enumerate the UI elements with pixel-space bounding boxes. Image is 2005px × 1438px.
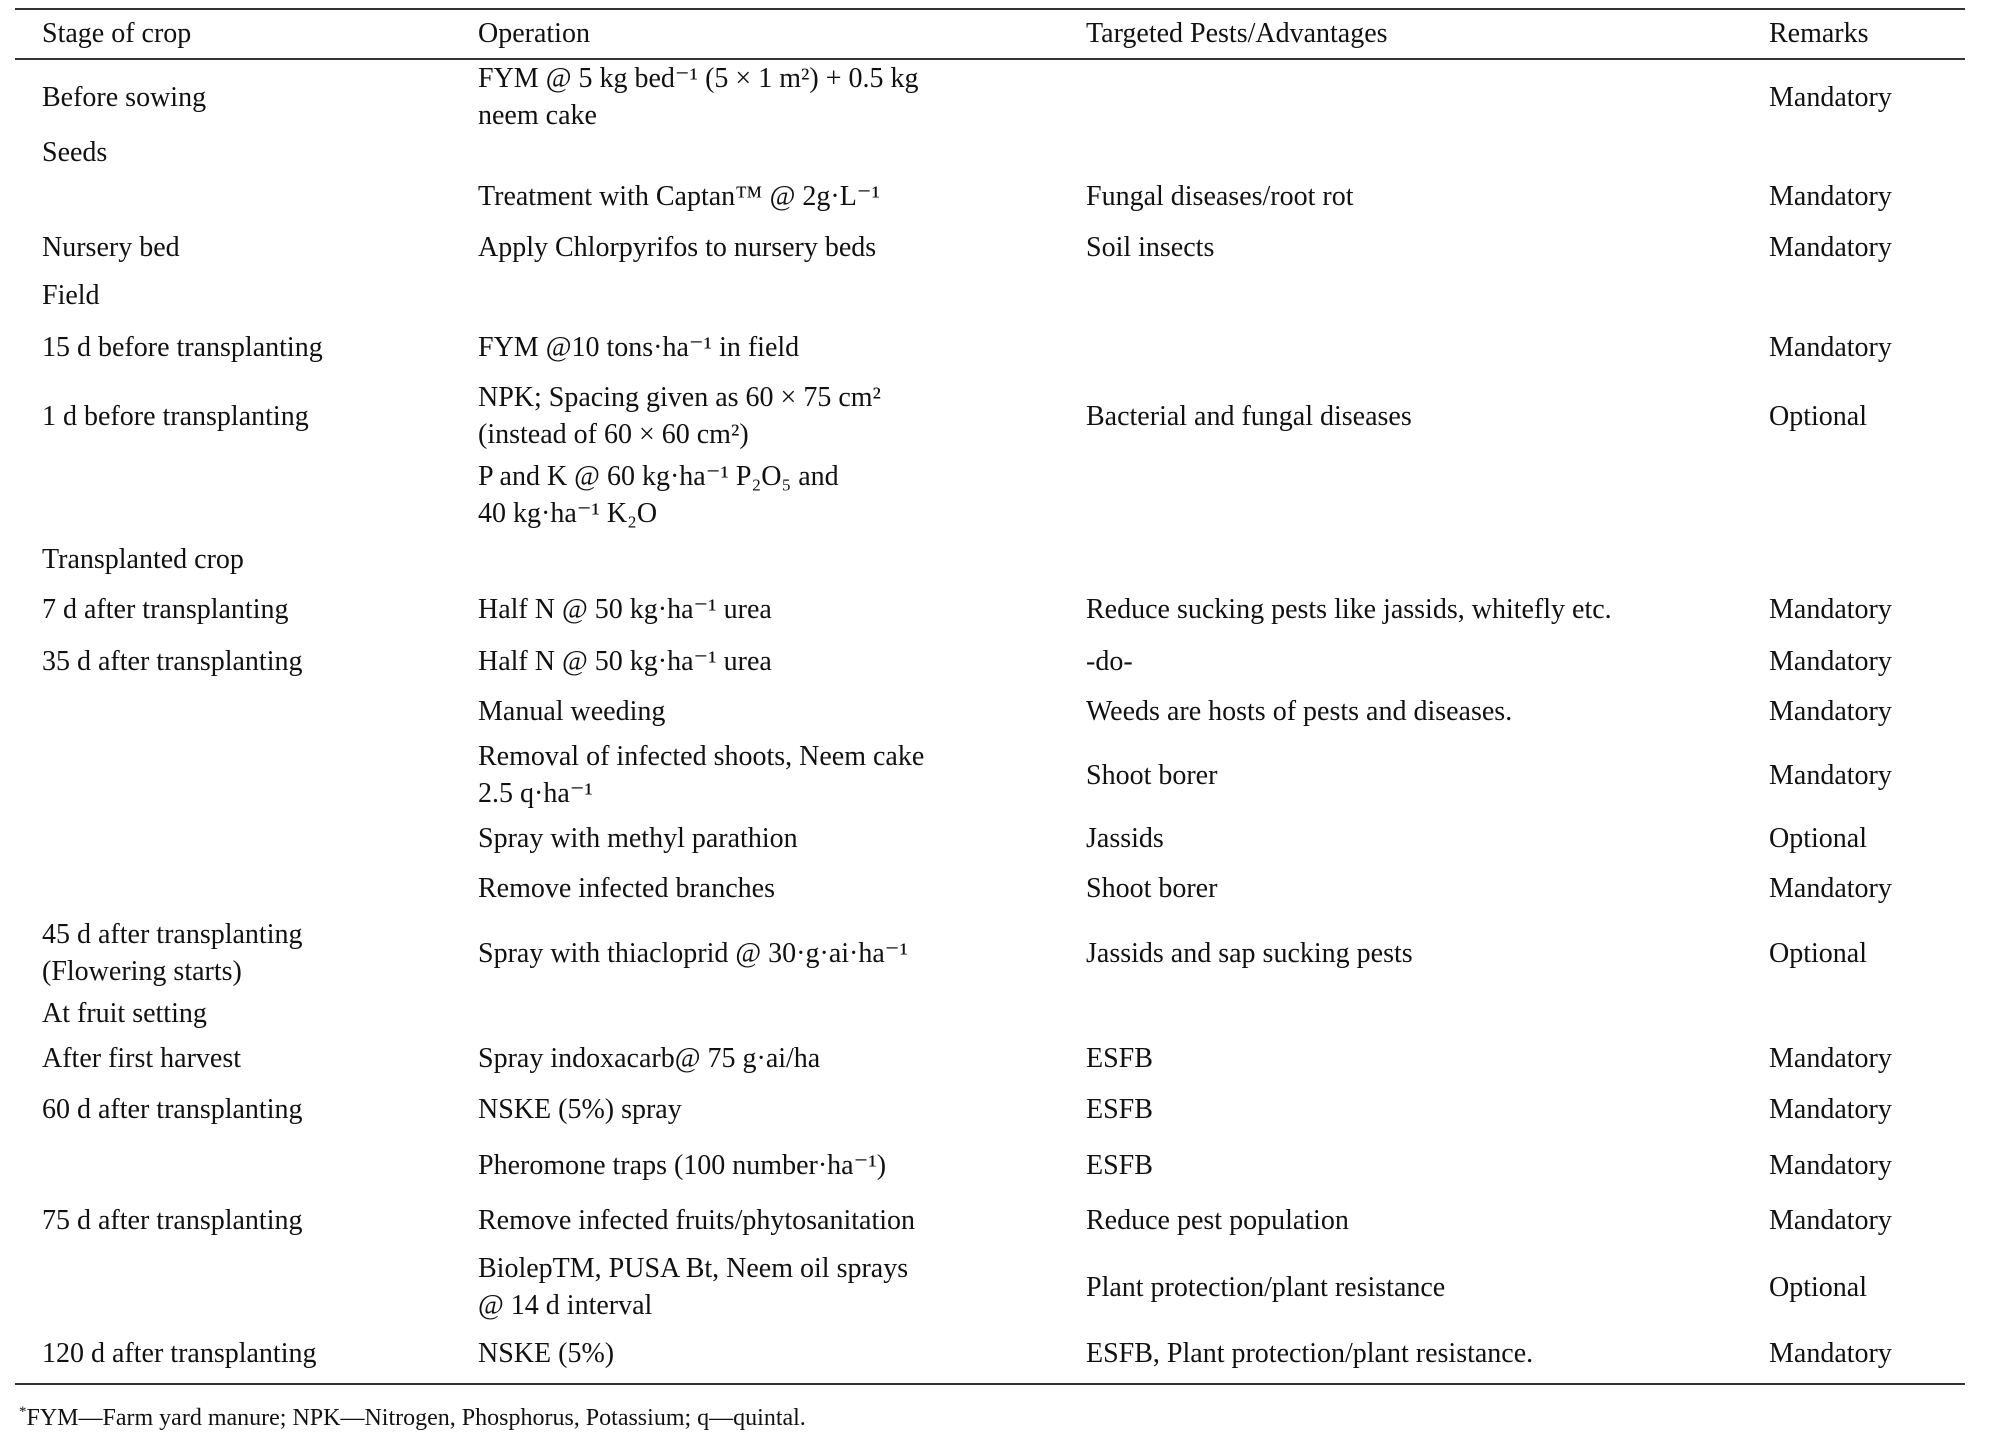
pests-cell: ESFB	[1086, 1042, 1153, 1074]
stage-cell: At fruit setting	[42, 997, 207, 1029]
remarks-cell: Mandatory	[1769, 759, 1892, 791]
stage-cell: 75 d after transplanting	[42, 1204, 303, 1236]
operation-cell: Manual weeding	[478, 695, 666, 727]
operation-cell: Pheromone traps (100 number·ha⁻¹)	[478, 1149, 887, 1181]
operation-cell: FYM @10 tons·ha⁻¹ in field	[478, 331, 800, 363]
stage-cell: 120 d after transplanting	[42, 1337, 317, 1369]
pests-cell: Shoot borer	[1086, 872, 1218, 904]
pests-cell: ESFB	[1086, 1149, 1153, 1181]
remarks-cell: Mandatory	[1769, 872, 1892, 904]
header-remarks: Remarks	[1769, 18, 1869, 49]
pests-cell: ESFB, Plant protection/plant resistance.	[1086, 1337, 1534, 1369]
pests-cell: Soil insects	[1086, 231, 1215, 263]
remarks-cell: Optional	[1769, 400, 1867, 432]
operation-cell: FYM @ 5 kg bed⁻¹ (5 × 1 m²) + 0.5 kg neem cake	[478, 63, 919, 131]
header-targeted-pests: Targeted Pests/Advantages	[1086, 18, 1388, 49]
pests-cell: Fungal diseases/root rot	[1086, 180, 1354, 212]
operation-cell: Spray with thiacloprid @ 30·g·ai·ha⁻¹	[478, 937, 908, 969]
stage-cell: 1 d before transplanting	[42, 400, 309, 432]
operation-cell: Treatment with Captan™ @ 2g·L⁻¹	[478, 180, 880, 212]
stage-cell: Nursery bed	[42, 231, 180, 263]
remarks-cell: Optional	[1769, 822, 1867, 854]
remarks-cell: Mandatory	[1769, 81, 1892, 113]
stage-cell: 45 d after transplanting (Flowering starts)	[42, 919, 303, 987]
pests-cell: Reduce pest population	[1086, 1204, 1349, 1236]
stage-cell: Before sowing	[42, 81, 207, 113]
pests-cell: ESFB	[1086, 1093, 1153, 1125]
remarks-cell: Mandatory	[1769, 593, 1892, 625]
pests-cell: Weeds are hosts of pests and diseases.	[1086, 695, 1513, 727]
remarks-cell: Mandatory	[1769, 1337, 1892, 1369]
stage-cell: 7 d after transplanting	[42, 593, 289, 625]
operation-cell: Half N @ 50 kg·ha⁻¹ urea	[478, 645, 772, 677]
remarks-cell: Mandatory	[1769, 645, 1892, 677]
operation-cell: Apply Chlorpyrifos to nursery beds	[478, 231, 877, 263]
stage-cell: 35 d after transplanting	[42, 645, 303, 677]
operation-cell: Half N @ 50 kg·ha⁻¹ urea	[478, 593, 772, 625]
header-stage: Stage of crop	[42, 18, 192, 49]
operation-cell: P and K @ 60 kg·ha⁻¹ P₂O₅ and 40 kg·ha⁻¹ K₂O	[478, 461, 839, 529]
remarks-cell: Mandatory	[1769, 1149, 1892, 1181]
pests-cell: Jassids and sap sucking pests	[1086, 937, 1413, 969]
stage-cell: After first harvest	[42, 1042, 242, 1074]
footnote	[19, 1402, 806, 1434]
operation-cell: NSKE (5%)	[478, 1337, 615, 1369]
header-operation: Operation	[478, 18, 590, 49]
remarks-cell: Mandatory	[1769, 1204, 1892, 1236]
bottom-rule	[15, 1383, 1965, 1385]
operation-cell: Remove infected fruits/phytosanitation	[478, 1204, 916, 1236]
operation-cell: Spray indoxacarb@ 75 g·ai/ha	[478, 1042, 821, 1074]
stage-cell: 60 d after transplanting	[42, 1093, 303, 1125]
operation-cell: Remove infected branches	[478, 872, 775, 904]
stage-cell: 15 d before transplanting	[42, 331, 323, 363]
pests-cell: Jassids	[1086, 822, 1164, 854]
operation-cell: NPK; Spacing given as 60 × 75 cm² (instead of 60 × 60 cm²)	[478, 382, 881, 450]
header-rule	[15, 58, 1965, 60]
footnote-text: FYM—Farm yard manure; NPK—Nitrogen, Phosphorus, Potassium; q—quintal.	[26, 1405, 806, 1431]
remarks-cell: Mandatory	[1769, 231, 1892, 263]
top-rule	[15, 8, 1965, 10]
remarks-cell: Optional	[1769, 937, 1867, 969]
remarks-cell: Mandatory	[1769, 331, 1892, 363]
remarks-cell: Mandatory	[1769, 180, 1892, 212]
remarks-cell: Optional	[1769, 1271, 1867, 1303]
pests-cell: -do-	[1086, 645, 1133, 677]
operation-cell: NSKE (5%) spray	[478, 1093, 682, 1125]
remarks-cell: Mandatory	[1769, 695, 1892, 727]
operation-cell: Spray with methyl parathion	[478, 822, 798, 854]
pests-cell: Reduce sucking pests like jassids, whitefly etc.	[1086, 593, 1612, 625]
pests-cell: Shoot borer	[1086, 759, 1218, 791]
remarks-cell: Mandatory	[1769, 1042, 1892, 1074]
pests-cell: Bacterial and fungal diseases	[1086, 400, 1412, 432]
operation-cell: BiolepTM, PUSA Bt, Neem oil sprays @ 14 d interval	[478, 1253, 909, 1321]
footnote-marker: *	[19, 1404, 27, 1420]
stage-cell: Seeds	[42, 136, 108, 168]
operation-cell: Removal of infected shoots, Neem cake 2.5 q·ha⁻¹	[478, 741, 925, 809]
stage-cell: Field	[42, 279, 100, 311]
stage-cell: Transplanted crop	[42, 543, 244, 575]
pests-cell: Plant protection/plant resistance	[1086, 1271, 1446, 1303]
remarks-cell: Mandatory	[1769, 1093, 1892, 1125]
